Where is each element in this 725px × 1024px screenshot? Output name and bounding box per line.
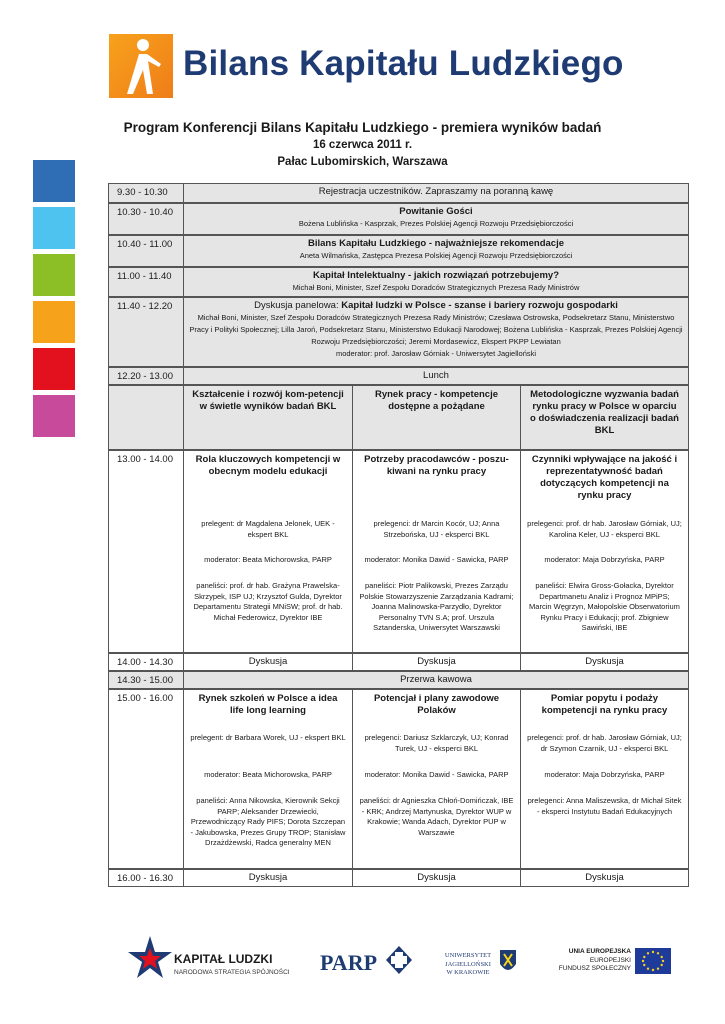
program-date: 16 czerwca 2011 r. (312, 139, 413, 151)
session-speaker: prelegenci: Dariusz Szklarczyk, UJ; Konrad Turek, UJ - eksperci BKL (364, 733, 509, 753)
track-title: Rynek pracy - kompetencje dostępne a pożądane (374, 389, 499, 412)
session-panelists: prelegenci: Anna Maliszewska, dr Michał Sitek - eksperci Instytutu Badań Edukacyjnych (527, 796, 682, 816)
session-moderator: moderator: Maja Dobrzyńska, PARP (544, 770, 665, 779)
table-row (108, 267, 689, 297)
session-speaker: prelegenci: prof. dr hab. Jarosław Górniak, UJ; Karolina Keler, UJ - eksperci BKL (527, 519, 682, 539)
discussion-label: Dyskusja (520, 654, 688, 670)
row-time: 9.30 - 10.30 (117, 187, 168, 198)
session-title: Rola kluczowych kompetencji w obecnym modelu edukacji (195, 454, 341, 477)
session-moderator: moderator: Beata Michorowska, PARP (204, 555, 332, 564)
kapital-ludzki-subtitle: NARODOWA STRATEGIA SPÓJNOŚCI (174, 969, 290, 976)
row-moderator: moderator: prof. Jarosław Górniak - Uniwersytet Jagielloński (335, 349, 537, 358)
kapital-ludzki-title: KAPITAŁ LUDZKI (174, 952, 273, 966)
row-title: Kapitał Intelektualny - jakich rozwiązań potrzebujemy? (313, 270, 559, 281)
parp-text: PARP (320, 950, 378, 975)
row-title: Lunch (423, 370, 449, 381)
row-time: 15.00 - 16.00 (117, 693, 173, 704)
track-title: Metodologiczne wyzwania badań rynku pracy w Polsce w oparciu o doświadczenia realizacji badań BKL (530, 389, 679, 436)
row-time: 14.30 - 15.00 (117, 675, 173, 686)
color-square-green (33, 254, 75, 296)
row-title: Bilans Kapitału Ludzkiego - najważniejsze rekomendacje (307, 238, 565, 249)
row-content (184, 204, 688, 230)
row-time: 13.00 - 14.00 (117, 454, 173, 465)
row-title: Kapitał ludzki w Polsce - szanse i bariery rozwoju gospodarki (341, 300, 618, 311)
session-moderator: moderator: Beata Michorowska, PARP (204, 770, 332, 779)
table-row (108, 183, 689, 203)
uj-line: JAGIELLOŃSKI (445, 960, 491, 968)
discussion-row (108, 869, 689, 887)
row-time: 10.40 - 11.00 (117, 239, 173, 250)
discussion-label: Dyskusja (352, 654, 520, 670)
color-square-red (33, 348, 75, 390)
row-time: 14.00 - 14.30 (117, 657, 173, 668)
discussion-label: Dyskusja (248, 872, 288, 883)
row-prefix: Dyskusja panelowa: (254, 300, 342, 311)
program-title: Program Konferencji Bilans Kapitału Ludzkiego - premiera wyników badań (123, 120, 602, 135)
session-panelists: paneliści: Piotr Palikowski, Prezes Zarządu Polskie Stowarzyszenie Zarządzania Kadrami; Joanna Malinowska-Parzydło, Dyrektor Personalny TVN S.A; prof. Urszula Sztanderska, Uniwersytet Warszawski (359, 581, 514, 632)
session-speaker: prelegent: dr Magdalena Jelonek, UEK - ekspert BKL (201, 519, 335, 539)
kapital-ludzki-star-icon (128, 934, 172, 990)
session-moderator: moderator: Monika Dawid - Sawicka, PARP (364, 770, 509, 779)
session-title: Pomiar popytu i podaży kompetencji na rynku pracy (541, 693, 668, 716)
session-speaker: prelegenci: prof. dr hab. Jarosław Górniak, UJ; dr Szymon Czarnik, UJ - eksperci BKL (527, 733, 682, 753)
tracks-row (108, 385, 689, 450)
session-moderator: moderator: Monika Dawid - Sawicka, PARP (364, 555, 509, 564)
eu-title: UNIA EUROPEJSKA (568, 948, 631, 955)
row-time: 10.30 - 10.40 (117, 207, 173, 218)
session-panelists: paneliści: dr Agnieszka Chłoń-Domińczak, IBE - KRK; Andrzej Martynuska, Dyrektor WUP w Krakowie; Wanda Adach, Dyrektor PUP w Warszawie (359, 796, 514, 837)
discussion-label: Dyskusja (248, 656, 288, 667)
table-row (108, 235, 689, 267)
row-speaker: Bożena Lublińska - Kasprzak, Prezes Polskiej Agencji Rozwoju Przedsiębiorczości (298, 219, 574, 228)
eu-subtitle: EUROPEJSKI (589, 956, 631, 964)
session-title: Potencjał i plany zawodowe Polaków (373, 693, 500, 716)
session-title: Rynek szkoleń w Polsce a idea life long learning (198, 693, 338, 716)
parp-logo (318, 930, 418, 990)
row-speaker: Aneta Wilmańska, Zastępca Prezesa Polskiej Agencji Rozwoju Przedsiębiorczości (299, 251, 573, 260)
brand-title: Bilans Kapitału Ludzkiego (183, 44, 624, 83)
session-panelists: paneliści: Elwira Gross-Gołacka, Dyrektor Departmanetu Analiz i Prognoz MPiPS; Marcin Węgrzyn, Małopolskie Obserwatorium Rynku Pracy i Edukacji; prof. Zbigniew Sawiński, IBE (529, 581, 680, 632)
row-content (184, 268, 688, 294)
eu-subtitle: FUNDUSZ SPOŁECZNY (558, 965, 631, 972)
color-square-cyan (33, 207, 75, 249)
table-row (108, 203, 689, 235)
parp-mark-icon (386, 946, 412, 974)
row-time: 12.20 - 13.00 (117, 371, 173, 382)
row-title: Powitanie Gości (399, 206, 473, 217)
uj-crest-icon (498, 946, 518, 976)
discussion-row (108, 653, 689, 671)
session-title: Czynniki wpływające na jakość i reprezentatywność badań dotyczących kompetencji na rynku pracy (531, 454, 678, 501)
session-speaker: prelegent: dr Barbara Worek, UJ - ekspert BKL (190, 733, 346, 742)
row-title: Rejestracja uczestników. Zapraszamy na poranną kawę (318, 186, 554, 197)
uj-line: W KRAKOWIE (446, 969, 490, 976)
session-panelists: paneliści: prof. dr hab. Grażyna Prawelska-Skrzypek, ISP UJ; Krzysztof Gulda, Dyrektor Departamentu Strategii MNiSW; prof. dr hab. Michał Federowicz, Dyrektor IBE (193, 581, 343, 622)
table-row (108, 367, 689, 385)
session-title: Potrzeby pracodawców - poszu-kiwani na rynku pracy (364, 454, 509, 477)
eu-flag-icon (635, 948, 671, 974)
row-content (184, 298, 688, 360)
discussion-label: Dyskusja (352, 870, 520, 886)
session-moderator: moderator: Maja Dobrzyńska, PARP (544, 555, 665, 564)
session-panelists: paneliści: Anna Nikowska, Kierownik Sekcji PARP; Aleksander Drzewiecki, Przewodniczący Rady PIFS; Dorota Szczepan - Jakubowska, Prezes Grupy TROP; Stanisław Drzażdżewski, Radca generalny MEN (190, 796, 346, 847)
kapital-ludzki-logo (128, 930, 298, 990)
eu-logo (545, 930, 675, 990)
break-row (108, 671, 689, 689)
track-title: Kształcenie i rozwój kom-petencji w świetle wyników badań BKL (192, 389, 344, 412)
color-square-orange (33, 301, 75, 343)
color-square-blue (33, 160, 75, 202)
uj-line: UNIWERSYTET (444, 952, 492, 959)
row-time: 16.00 - 16.30 (117, 873, 173, 884)
row-speaker: Michał Boni, Minister, Szef Zespołu Doradców Strategicznych Prezesa Rady Ministrów (292, 283, 580, 292)
table-row (108, 297, 689, 367)
row-panelists: Michał Boni, Minister, Szef Zespołu Doradców Strategicznych Prezesa Rady Ministrów; Czesława Ostrowska, Podsekretarz Stanu, Ministerstwo Pracy i Polityki Społecznej; Lilla Jaroń, Podsekretarz Stanu, Ministerstwo Edukacji Narodowej; Bożena Lublińska - Kasprzak, Prezes Polskiej Agencji Rozwoju Przedsiębiorczości; Jeremi Mordasewicz, Ekspert PKPP Lewiatan (189, 313, 683, 346)
color-square-magenta (33, 395, 75, 437)
row-content (184, 236, 688, 262)
uj-logo (440, 930, 520, 990)
row-time: 11.00 - 11.40 (117, 271, 172, 282)
row-time: 11.40 - 12.20 (117, 301, 173, 312)
session-row (108, 450, 689, 653)
session-row (108, 689, 689, 869)
row-title: Przerwa kawowa (400, 674, 472, 685)
walking-figure-icon (109, 34, 173, 98)
program-place: Pałac Lubomirskich, Warszawa (277, 156, 448, 168)
brand-logo (109, 34, 173, 98)
session-speaker: prelegenci: dr Marcin Kocór, UJ; Anna Strzebońska, UJ - eksperci BKL (373, 519, 500, 539)
discussion-label: Dyskusja (520, 870, 688, 886)
